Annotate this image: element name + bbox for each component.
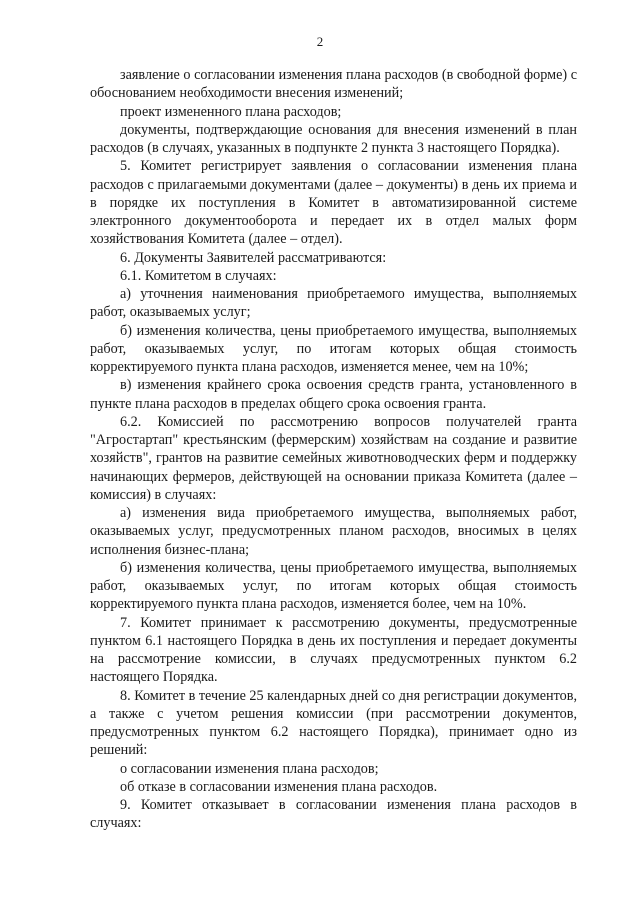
paragraph: а) уточнения наименования приобретаемого имущества, выполняемых работ, оказываемых услуг;	[90, 286, 577, 321]
paragraph: 8. Комитет в течение 25 календарных дней со дня регистрации документов, а также с учетом решения комиссии (при рассмотрении документов, предусмотренных пунктом 6.2 настоящего Порядка), принимает одно из решений:	[90, 687, 577, 759]
paragraph: а) изменения вида приобретаемого имущества, выполняемых работ, оказываемых услуг, предусмотренных планом расходов, вносимых в целях исполнения бизнес-плана;	[90, 505, 577, 558]
paragraph: документы, подтверждающие основания для внесения изменений в план расходов (в случаях, указанных в подпункте 2 пункта 3 настоящего Порядка).	[90, 121, 577, 156]
paragraph: в) изменения крайнего срока освоения средств гранта, установленного в пункте плана расходов в пределах общего срока освоения гранта.	[90, 377, 577, 412]
paragraph: 6.1. Комитетом в случаях:	[120, 267, 277, 284]
paragraph: 6. Документы Заявителей рассматриваются:	[120, 249, 387, 266]
page-number: 2	[316, 34, 324, 49]
paragraph: 7. Комитет принимает к рассмотрению документы, предусмотренные пунктом 6.1 настоящего Порядка в день их поступления и передает документы на рассмотрение комиссии, в случаях предусмотренных пунктом 6.2 настоящего Порядка.	[90, 614, 577, 686]
paragraph: б) изменения количества, цены приобретаемого имущества, выполняемых работ, оказываемых услуг, по итогам которых общая стоимость корректируемого пункта плана расходов, изменяется менее, чем на 10%;	[90, 322, 577, 375]
paragraph: 9. Комитет отказывает в согласовании изменения плана расходов в случаях:	[90, 797, 577, 832]
paragraph: б) изменения количества, цены приобретаемого имущества, выполняемых работ, оказываемых услуг, по итогам которых общая стоимость корректируемого пункта плана расходов, изменяется более, чем на 10%.	[90, 559, 577, 613]
paragraph: 6.2. Комиссией по рассмотрению вопросов получателей гранта "Агростартап" крестьянским (фермерским) хозяйствам на создание и развитие хозяйств", грантов на развитие семейных животноводческих ферм и поддержку начинающих фермеров, действующей на основании приказа Комитета (далее – комиссия) в случаях:	[90, 413, 577, 503]
paragraph: проект измененного плана расходов;	[120, 103, 342, 120]
paragraph: 5. Комитет регистрирует заявления о согласовании изменения плана расходов с прилагаемыми документами (далее – документы) в день их приема и в порядке их поступления в Комитет в автоматизированной системе электронного документооборота и передает их в отдел малых форм хозяйствования Комитета (далее – отдел).	[90, 158, 577, 248]
paragraph: заявление о согласовании изменения плана расходов (в свободной форме) с обоснованием необходимости внесения изменений;	[90, 67, 577, 102]
paragraph: об отказе в согласовании изменения плана расходов.	[120, 778, 438, 795]
document-body	[90, 66, 577, 833]
paragraph: о согласовании изменения плана расходов;	[120, 760, 379, 777]
